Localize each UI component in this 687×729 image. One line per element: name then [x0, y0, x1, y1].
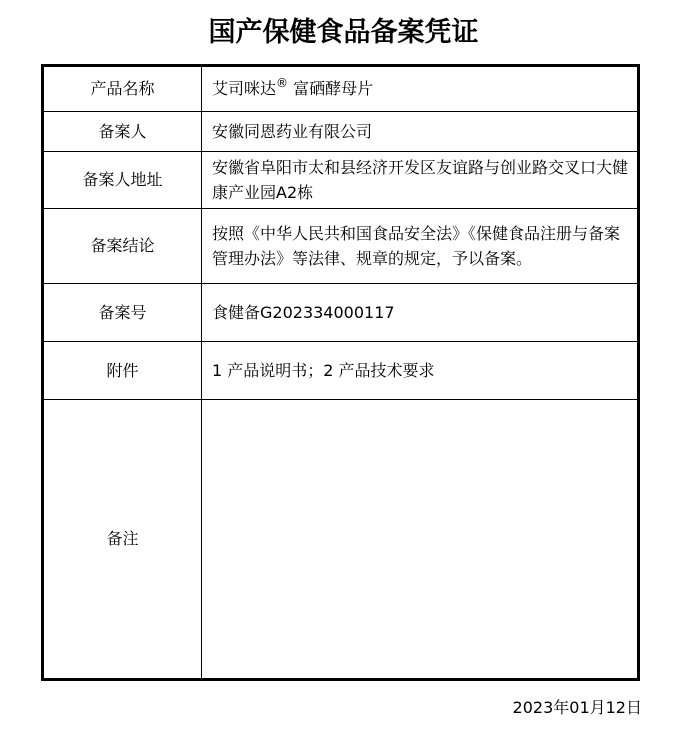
table-row-filer-address — [44, 151, 637, 208]
label-product-name: 产品名称 — [44, 67, 202, 111]
value-product-name — [202, 67, 638, 111]
record-table — [44, 67, 637, 678]
registered-mark: ® — [276, 76, 289, 91]
product-brand: 艾司咪达 — [212, 79, 277, 99]
table-row-filer — [44, 111, 637, 151]
label-filer-address: 备案人地址 — [44, 151, 202, 208]
value-record-number: 食健备G202334000117 — [202, 283, 638, 341]
table-row-remarks — [44, 399, 637, 678]
table-row-product-name — [44, 67, 637, 111]
label-attachments: 附件 — [44, 341, 202, 399]
value-conclusion: 按照《中华人民共和国食品安全法》《保健食品注册与备案管理办法》等法律、规章的规定，予以备案。 — [202, 208, 638, 283]
table-row-attachments — [44, 341, 637, 399]
label-record-number: 备案号 — [44, 283, 202, 341]
product-type: 富硒酵母片 — [288, 79, 374, 99]
label-filer: 备案人 — [44, 111, 202, 151]
record-table-frame — [41, 64, 640, 681]
document-title: 国产保健食品备案凭证 — [208, 17, 479, 48]
table-row-record-number — [44, 283, 637, 341]
value-filer-address: 安徽省阜阳市太和县经济开发区友谊路与创业路交叉口大健康产业园A2栋 — [202, 151, 638, 208]
label-remarks: 备注 — [44, 399, 202, 678]
label-conclusion: 备案结论 — [44, 208, 202, 283]
value-attachments: 1 产品说明书；2 产品技术要求 — [202, 341, 638, 399]
table-row-conclusion — [44, 208, 637, 283]
value-remarks — [202, 399, 638, 678]
value-filer: 安徽同恩药业有限公司 — [202, 111, 638, 151]
issue-date: 2023年01月12日 — [512, 698, 642, 717]
